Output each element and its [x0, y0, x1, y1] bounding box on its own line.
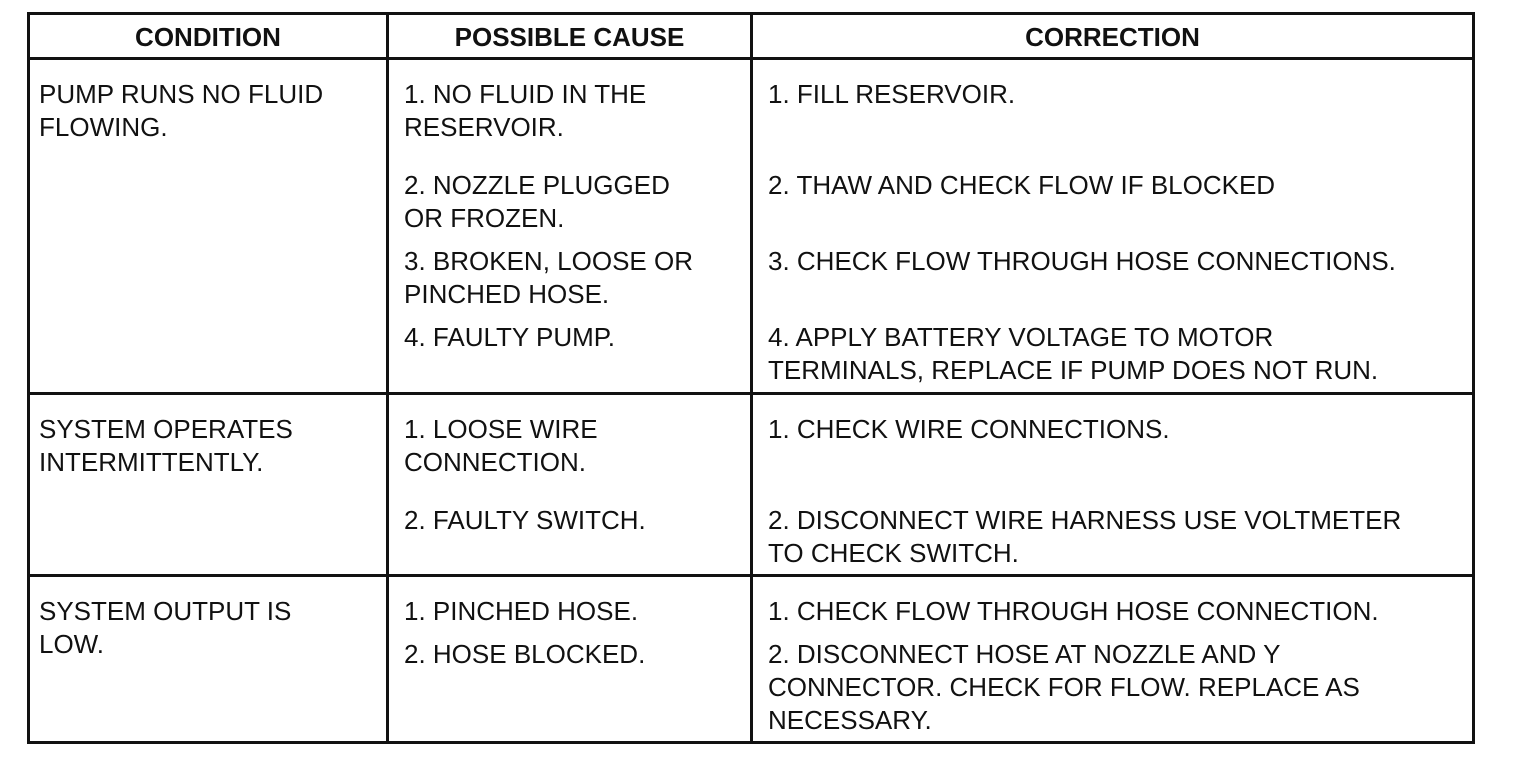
cause-cell: 4. FAULTY PUMP.	[404, 322, 615, 352]
correction-cell: 3. CHECK FLOW THROUGH HOSE CONNECTIONS.	[768, 246, 1396, 276]
correction-cell: 2. DISCONNECT WIRE HARNESS USE VOLTMETER TO CHECK SWITCH.	[768, 505, 1402, 568]
column-divider	[386, 15, 389, 741]
correction-cell: 1. FILL RESERVOIR.	[768, 79, 1016, 109]
cause-cell: 3. BROKEN, LOOSE OR PINCHED HOSE.	[404, 246, 693, 309]
cause-cell: 2. NOZZLE PLUGGED OR FROZEN.	[404, 170, 670, 233]
troubleshooting-table	[27, 12, 1475, 744]
header-condition: CONDITION	[135, 21, 281, 52]
correction-cell: 4. APPLY BATTERY VOLTAGE TO MOTOR TERMINALS, REPLACE IF PUMP DOES NOT RUN.	[768, 322, 1379, 385]
row-divider	[30, 392, 1472, 395]
correction-cell: 2. THAW AND CHECK FLOW IF BLOCKED	[768, 170, 1276, 200]
cause-cell: 2. HOSE BLOCKED.	[404, 639, 646, 669]
condition-cell: SYSTEM OPERATES INTERMITTENTLY.	[39, 414, 293, 477]
cause-cell: 1. PINCHED HOSE.	[404, 596, 639, 626]
cause-cell: 1. NO FLUID IN THE RESERVOIR.	[404, 79, 647, 142]
correction-cell: 1. CHECK FLOW THROUGH HOSE CONNECTION.	[768, 596, 1379, 626]
cause-cell: 1. LOOSE WIRE CONNECTION.	[404, 414, 598, 477]
correction-cell: 1. CHECK WIRE CONNECTIONS.	[768, 414, 1170, 444]
column-divider	[750, 15, 753, 741]
cause-cell: 2. FAULTY SWITCH.	[404, 505, 646, 535]
correction-cell: 2. DISCONNECT HOSE AT NOZZLE AND Y CONNECTOR. CHECK FOR FLOW. REPLACE AS NECESSARY.	[768, 639, 1360, 735]
header-possible-cause: POSSIBLE CAUSE	[454, 21, 685, 52]
row-divider	[30, 574, 1472, 577]
header-correction: CORRECTION	[1025, 21, 1200, 52]
condition-cell: PUMP RUNS NO FLUID FLOWING.	[39, 79, 324, 142]
condition-cell: SYSTEM OUTPUT IS LOW.	[39, 596, 292, 659]
